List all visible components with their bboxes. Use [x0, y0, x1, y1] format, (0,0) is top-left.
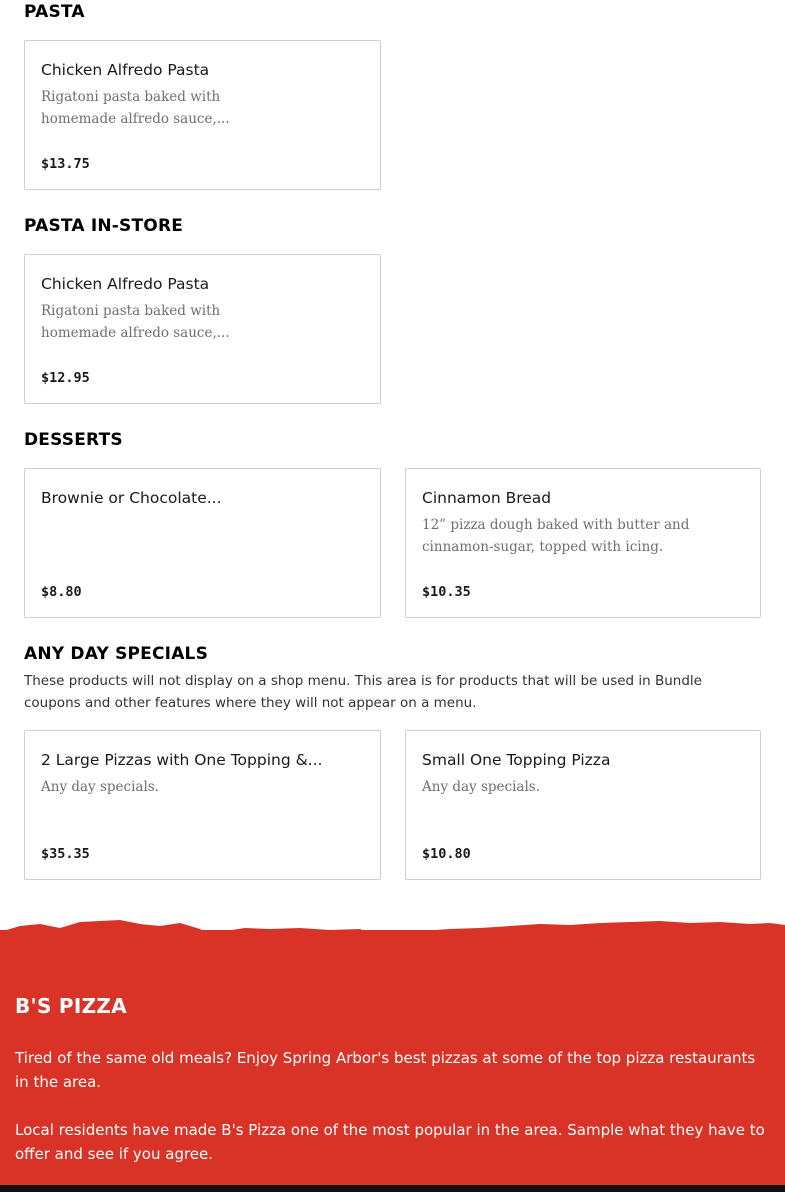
- menu-item-name: Chicken Alfredo Pasta: [41, 61, 210, 79]
- menu-item-name: Chicken Alfredo Pasta: [41, 275, 210, 293]
- menu-item-price: $13.75: [41, 156, 90, 172]
- footer-paragraph: Tired of the same old meals? Enjoy Spring Arbor's best pizzas at some of the top pizza restaurants in the area.: [15, 1049, 756, 1091]
- menu-item-card[interactable]: [24, 468, 381, 618]
- section-title: PASTA IN-STORE: [24, 216, 184, 236]
- menu-item-card[interactable]: [24, 730, 381, 880]
- menu-item-card[interactable]: [24, 40, 381, 190]
- menu-item-name: Small One Topping Pizza: [422, 751, 611, 769]
- menu-item-card[interactable]: [405, 468, 761, 618]
- section-title: DESSERTS: [24, 430, 123, 450]
- section-title: ANY DAY SPECIALS: [24, 644, 209, 664]
- menu-item-description: 12” pizza dough baked with butter and cinnamon-sugar, topped with icing.: [422, 517, 690, 555]
- menu-item-price: $12.95: [41, 370, 90, 386]
- footer-title: B'S PIZZA: [15, 994, 128, 1018]
- menu-item-name: 2 Large Pizzas with One Topping &...: [41, 751, 323, 769]
- section-any-day-specials: [24, 642, 761, 714]
- menu-item-card[interactable]: [405, 730, 761, 880]
- menu-item-name: Cinnamon Bread: [422, 489, 552, 507]
- footer-paragraph: Local residents have made B's Pizza one of the most popular in the area. Sample what they have to offer and see if you agree.: [15, 1121, 765, 1163]
- menu-item-price: $10.35: [422, 584, 471, 600]
- section-description: These products will not display on a shop menu. This area is for products that will be used in Bundle coupons and other features where they will not appear on a menu.: [24, 673, 702, 711]
- menu-item-card[interactable]: [24, 254, 381, 404]
- menu-item-price: $35.35: [41, 846, 90, 862]
- section-title: PASTA: [24, 2, 85, 22]
- menu-item-description: Rigatoni pasta baked with homemade alfredo sauce,...: [41, 303, 230, 341]
- menu-item-description: Any day specials.: [41, 779, 159, 795]
- section-desserts: [24, 428, 761, 452]
- section-pasta-in-store: [24, 214, 761, 238]
- menu-item-description: Rigatoni pasta baked with homemade alfredo sauce,...: [41, 89, 230, 127]
- menu-item-price: $10.80: [422, 846, 471, 862]
- menu-item-description: Any day specials.: [422, 779, 540, 795]
- footer-bottom-bar: [0, 1185, 785, 1192]
- menu-item-name: Brownie or Chocolate...: [41, 489, 222, 507]
- menu-item-price: $8.80: [41, 584, 82, 600]
- section-pasta: [24, 0, 761, 24]
